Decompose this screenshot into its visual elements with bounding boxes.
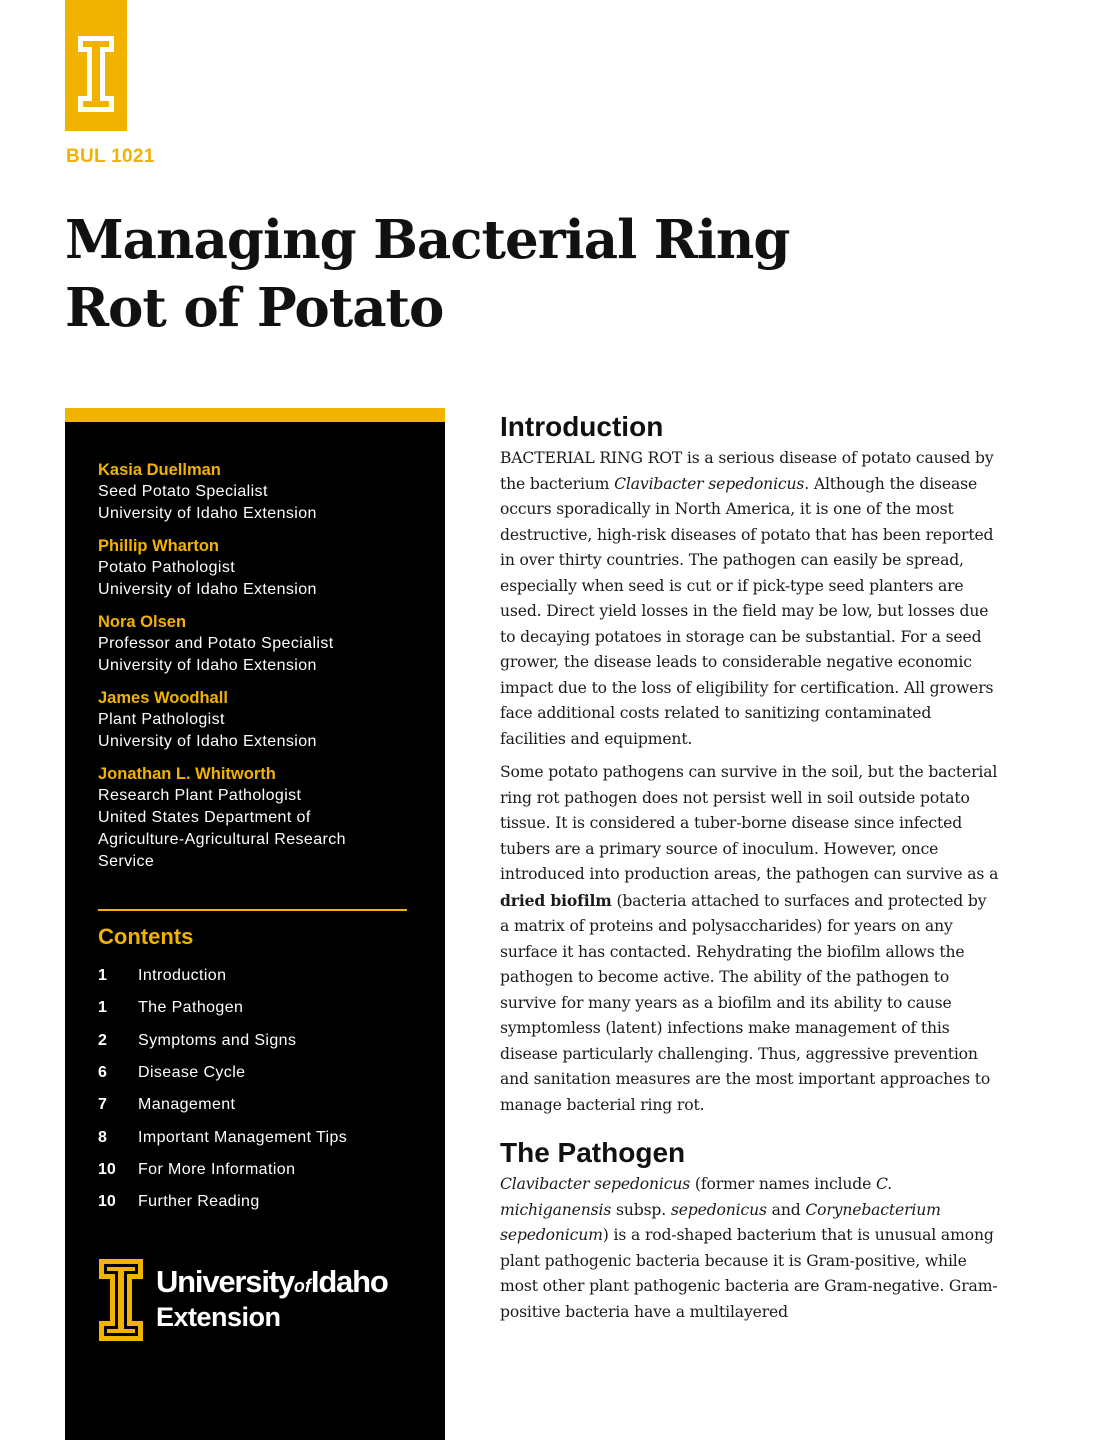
toc-label: The Pathogen: [138, 999, 244, 1017]
contents-heading: Contents: [98, 924, 194, 949]
author-name: James Woodhall: [98, 689, 228, 707]
author-affiliation: Service: [98, 853, 155, 870]
title-line-2: Rot of Potato: [65, 277, 444, 339]
page-title: [65, 206, 825, 342]
author-title: Potato Pathologist: [98, 559, 236, 576]
sidebar-accent-bar: [65, 408, 445, 422]
toc-item-further-reading[interactable]: [98, 1186, 418, 1218]
species-name: C. michiganensis: [500, 1175, 893, 1219]
logo-wordmark: [156, 1266, 388, 1332]
author: [98, 687, 418, 753]
toc-item-introduction[interactable]: [98, 960, 418, 992]
main-content: [500, 408, 1000, 1325]
title-line-1: Managing Bacterial Ring: [65, 209, 790, 271]
toc-item-management[interactable]: [98, 1089, 418, 1121]
author-affiliation: University of Idaho Extension: [98, 657, 317, 674]
toc-label: Symptoms and Signs: [138, 1031, 297, 1049]
toc-page-number: 10: [98, 1160, 116, 1178]
logo-idaho: Idaho: [310, 1264, 388, 1299]
author-title: Research Plant Pathologist: [98, 787, 302, 804]
text-run: ) is a rod-shaped bacterium that is unusual among plant pathogenic bacteria because it is Gram-positive, while most other plant pathogenic bacteria are Gram-negative. Gram-positive bacteria have a multilayered: [500, 1226, 998, 1321]
toc-item-disease-cycle[interactable]: [98, 1057, 418, 1089]
university-logo-tab: [65, 0, 127, 131]
author: [98, 535, 418, 601]
text-run: subsp.: [611, 1200, 671, 1219]
text-run: BACTERIAL RING ROT is a serious disease of potato caused by the bacterium: [500, 449, 994, 493]
author-title: Professor and Potato Specialist: [98, 635, 334, 652]
author: [98, 611, 418, 677]
logo-university: University: [156, 1264, 294, 1299]
author-affiliation: University of Idaho Extension: [98, 733, 317, 750]
toc-label: Disease Cycle: [138, 1064, 246, 1082]
introduction-paragraph-1: [500, 446, 1000, 752]
author-list: [98, 459, 418, 883]
author-affiliation: Agriculture-Agricultural Research: [98, 831, 346, 848]
pathogen-paragraph: [500, 1172, 1000, 1325]
pathogen-heading: The Pathogen: [500, 1137, 686, 1168]
toc-item-for-more-information[interactable]: [98, 1154, 418, 1186]
text-run: (former names include: [690, 1175, 877, 1193]
toc-page-number: 6: [98, 1064, 107, 1082]
toc-item-important-management-tips[interactable]: [98, 1121, 418, 1153]
text-run: and: [766, 1200, 806, 1219]
author: [98, 459, 418, 525]
toc-label: Further Reading: [138, 1193, 260, 1211]
author-affiliation: United States Department of: [98, 809, 311, 826]
bulletin-number: BUL 1021: [66, 146, 155, 167]
species-name: Corynebacterium sepedonicum: [500, 1200, 941, 1244]
species-name: Clavibacter sepedonicus: [500, 1175, 691, 1193]
introduction-paragraph-2: [500, 760, 1000, 1118]
text-run: (bacteria attached to surfaces and protected by a matrix of proteins and polysaccharides) for years on any surface it has contacted. Rehydrating the biofilm allows the pathogen to become active. The ability of the pathogen to survive for many years as a biofilm and its ability to cause symptomless (latent) infections make management of this disease particularly challenging. Thus, aggressive prevention and sanitation measures are the most important approaches to manage bacterial ring rot.: [500, 891, 991, 1114]
toc-page-number: 7: [98, 1096, 107, 1114]
text-run: . Although the disease occurs sporadically in North America, it is one of the most destructive, high-risk diseases of potato that has been reported in over thirty countries. The pathogen can easily be spread, especially when seed is cut or if pick-type seed planters are used. Direct yield losses in the field may be low, but losses due to decaying potatoes in storage can be substantial. For a seed grower, the disease leads to considerable negative economic impact due to the loss of eligibility for certification. All growers face additional costs related to sanitizing contaminated facilities and equipment.: [500, 474, 994, 748]
toc-page-number: 1: [98, 999, 107, 1017]
author-affiliation: University of Idaho Extension: [98, 581, 317, 598]
toc-page-number: 1: [98, 967, 107, 985]
toc-page-number: 10: [98, 1193, 116, 1211]
introduction-heading: Introduction: [500, 411, 664, 442]
sidebar: [65, 422, 445, 1440]
author-name: Jonathan L. Whitworth: [98, 765, 276, 783]
author-affiliation: University of Idaho Extension: [98, 505, 317, 522]
toc-label: Management: [138, 1096, 236, 1114]
toc-label: For More Information: [138, 1160, 296, 1178]
toc-page-number: 2: [98, 1031, 107, 1049]
logo-of: of: [293, 1276, 311, 1296]
toc-label: Important Management Tips: [138, 1128, 348, 1146]
logo-extension: Extension: [156, 1302, 281, 1332]
table-of-contents: [98, 960, 418, 1218]
toc-item-the-pathogen[interactable]: [98, 992, 418, 1024]
toc-page-number: 8: [98, 1128, 107, 1146]
author-name: Nora Olsen: [98, 613, 187, 631]
author: [98, 763, 418, 873]
toc-label: Introduction: [138, 967, 227, 985]
sidebar-divider: [98, 909, 407, 911]
author-title: Seed Potato Specialist: [98, 483, 268, 500]
species-name: sepedonicus: [670, 1200, 767, 1219]
block-i-icon: [76, 34, 116, 114]
author-name: Kasia Duellman: [98, 461, 221, 479]
species-name: Clavibacter sepedonicus: [614, 474, 805, 493]
block-i-icon: [98, 1258, 144, 1342]
key-term: dried biofilm: [500, 890, 612, 910]
toc-item-symptoms-and-signs[interactable]: [98, 1025, 418, 1057]
author-name: Phillip Wharton: [98, 537, 219, 555]
text-run: Some potato pathogens can survive in the soil, but the bacterial ring rot pathogen does not persist well in soil outside potato tissue. It is considered a tuber-borne disease since infected tubers are a primary source of inoculum. However, once introduced into production areas, the pathogen can survive as a: [500, 763, 999, 883]
author-title: Plant Pathologist: [98, 711, 225, 728]
